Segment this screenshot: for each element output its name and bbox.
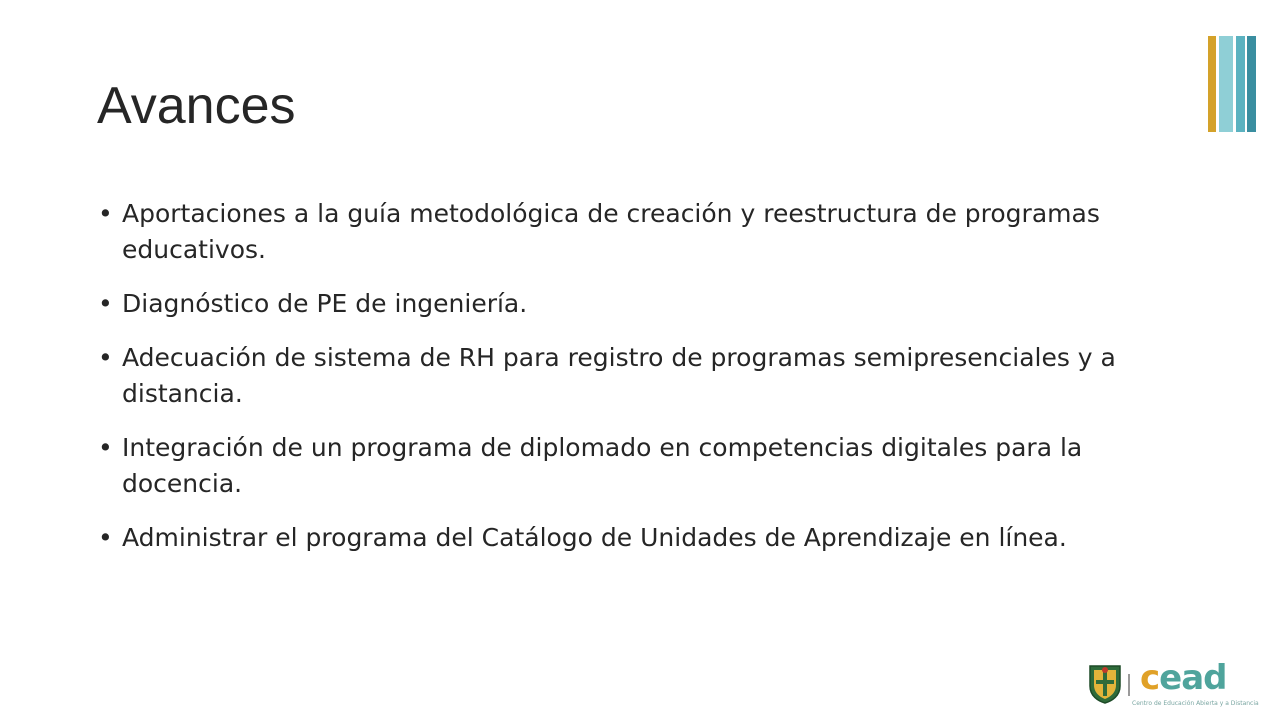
bullet-item <box>98 286 1178 322</box>
bullet-dot: • <box>98 433 113 462</box>
logo-divider <box>1128 674 1130 696</box>
bullet-list <box>98 196 1178 574</box>
bullet-dot: • <box>98 289 113 318</box>
bullet-text: Integración de un programa de diplomado en competencias digitales para la docencia. <box>122 433 1083 498</box>
university-shield-icon <box>1088 664 1122 704</box>
bullet-text: Administrar el programa del Catálogo de Unidades de Aprendizaje en línea. <box>122 523 1067 552</box>
accent-bar-gold <box>1208 36 1216 132</box>
cead-wordmark-c: c <box>1140 658 1160 698</box>
accent-bars <box>1208 36 1256 132</box>
slide-title: Avances <box>97 77 296 135</box>
bullet-text: Diagnóstico de PE de ingeniería. <box>122 289 528 318</box>
cead-wordmark <box>1140 658 1227 698</box>
cead-wordmark-rest: ead <box>1159 658 1227 698</box>
accent-bar-teal-mid <box>1236 36 1245 132</box>
footer-logos <box>1088 658 1259 708</box>
bullet-item <box>98 340 1178 412</box>
accent-bar-teal-light <box>1219 36 1233 132</box>
cead-tagline: Centro de Educación Abierta y a Distancia <box>1132 700 1259 707</box>
accent-bar-teal-dark <box>1247 36 1256 132</box>
bullet-dot: • <box>98 199 113 228</box>
bullet-item <box>98 520 1178 556</box>
bullet-dot: • <box>98 343 113 372</box>
bullet-item <box>98 430 1178 502</box>
bullet-text: Adecuación de sistema de RH para registro de programas semipresenciales y a distancia. <box>122 343 1116 408</box>
bullet-item <box>98 196 1178 268</box>
bullet-dot: • <box>98 523 113 552</box>
cead-logo <box>1132 658 1259 707</box>
bullet-text: Aportaciones a la guía metodológica de creación y reestructura de programas educativos. <box>122 199 1100 264</box>
